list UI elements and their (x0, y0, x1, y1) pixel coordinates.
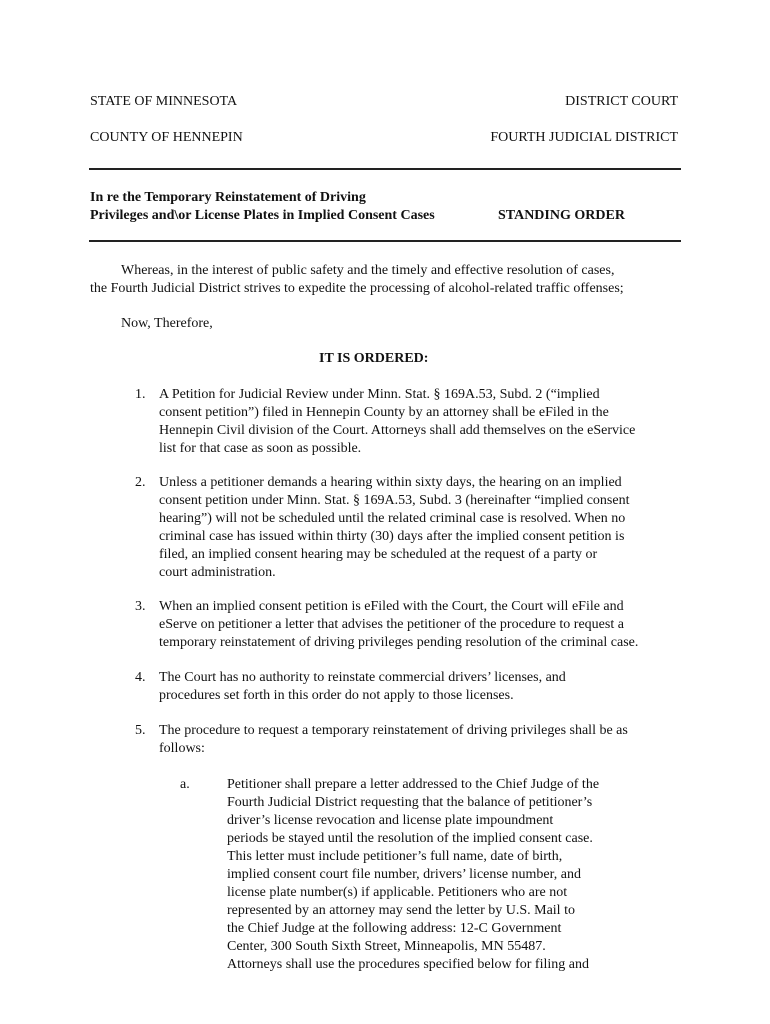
item-line: procedures set forth in this order do not apply to those licenses. (159, 688, 514, 703)
item-line: Unless a petitioner demands a hearing within sixty days, the hearing on an implied (159, 475, 622, 490)
court-name: DISTRICT COURT (565, 94, 678, 109)
subitem-line: implied consent court file number, drivers’ license number, and (227, 867, 581, 882)
item-line: list for that case as soon as possible. (159, 441, 362, 456)
subitem-line: license plate number(s) if applicable. Petitioners who are not (227, 885, 568, 900)
subitem-line: driver’s license revocation and license plate impoundment (227, 813, 554, 828)
subitem-line: Petitioner shall prepare a letter addressed to the Chief Judge of the (227, 777, 600, 792)
item-number: 2. (135, 475, 146, 490)
item-line: hearing”) will not be scheduled until the related criminal case is resolved. When no (159, 511, 626, 526)
item-line: The procedure to request a temporary reinstatement of driving privileges shall be as (159, 723, 628, 738)
item-line: criminal case has issued within thirty (30) days after the implied consent petition is (159, 529, 625, 544)
item-line: A Petition for Judicial Review under Minn. Stat. § 169A.53, Subd. 2 (“implied (159, 387, 600, 402)
subitem-line: Fourth Judicial District requesting that the balance of petitioner’s (227, 795, 593, 810)
item-number: 4. (135, 670, 146, 685)
judicial-district: FOURTH JUDICIAL DISTRICT (490, 130, 678, 145)
caption-divider (89, 240, 681, 242)
item-line: court administration. (159, 565, 276, 580)
caption-title-line1: In re the Temporary Reinstatement of Driving (90, 190, 366, 205)
item-text (159, 722, 628, 758)
caption-title-line2: Privileges and\or License Plates in Implied Consent Cases (90, 208, 435, 223)
county-name: COUNTY OF HENNEPIN (90, 130, 243, 145)
item-number: 1. (135, 387, 146, 402)
subitem-text (227, 776, 625, 974)
ordered-heading: IT IS ORDERED: (319, 351, 429, 366)
item-text (159, 474, 629, 582)
subitem-line: Center, 300 South Sixth Street, Minneapolis, MN 55487. (227, 939, 546, 954)
item-number: 5. (135, 723, 146, 738)
item-line: consent petition”) filed in Hennepin County by an attorney shall be eFiled in the (159, 405, 609, 420)
header-divider (89, 168, 681, 170)
state-name: STATE OF MINNESOTA (90, 94, 238, 109)
whereas-line2: the Fourth Judicial District strives to expedite the processing of alcohol-related traffic offenses; (90, 281, 624, 296)
whereas-line1: Whereas, in the interest of public safety and the timely and effective resolution of cases, (121, 263, 615, 278)
item-line: eServe on petitioner a letter that advises the petitioner of the procedure to request a (159, 617, 624, 632)
item-line: The Court has no authority to reinstate commercial drivers’ licenses, and (159, 670, 566, 685)
item-line: temporary reinstatement of driving privileges pending resolution of the criminal case. (159, 635, 639, 650)
subitem-line: This letter must include petitioner’s full name, date of birth, (227, 849, 563, 864)
item-line: When an implied consent petition is eFiled with the Court, the Court will eFile and (159, 599, 624, 614)
item-text (159, 386, 635, 458)
subitem-line: periods be stayed until the resolution of the implied consent case. (227, 831, 593, 846)
item-line: consent petition under Minn. Stat. § 169A.53, Subd. 3 (hereinafter “implied consent (159, 493, 630, 508)
subitem-line: represented by an attorney may send the letter by U.S. Mail to (227, 903, 575, 918)
subitem-letter: a. (180, 777, 190, 792)
item-text (159, 669, 566, 705)
item-number: 3. (135, 599, 146, 614)
order-type: STANDING ORDER (498, 208, 625, 223)
item-line: Hennepin Civil division of the Court. Attorneys shall add themselves on the eService (159, 423, 636, 438)
item-line: follows: (159, 741, 205, 756)
item-line: filed, an implied consent hearing may be scheduled at the request of a party or (159, 547, 598, 562)
item-text (159, 598, 638, 652)
subitem-line: the Chief Judge at the following address: 12-C Government (227, 921, 562, 936)
subitem-line: Attorneys shall use the procedures specified below for filing and (227, 957, 589, 972)
now-therefore: Now, Therefore, (121, 316, 213, 331)
